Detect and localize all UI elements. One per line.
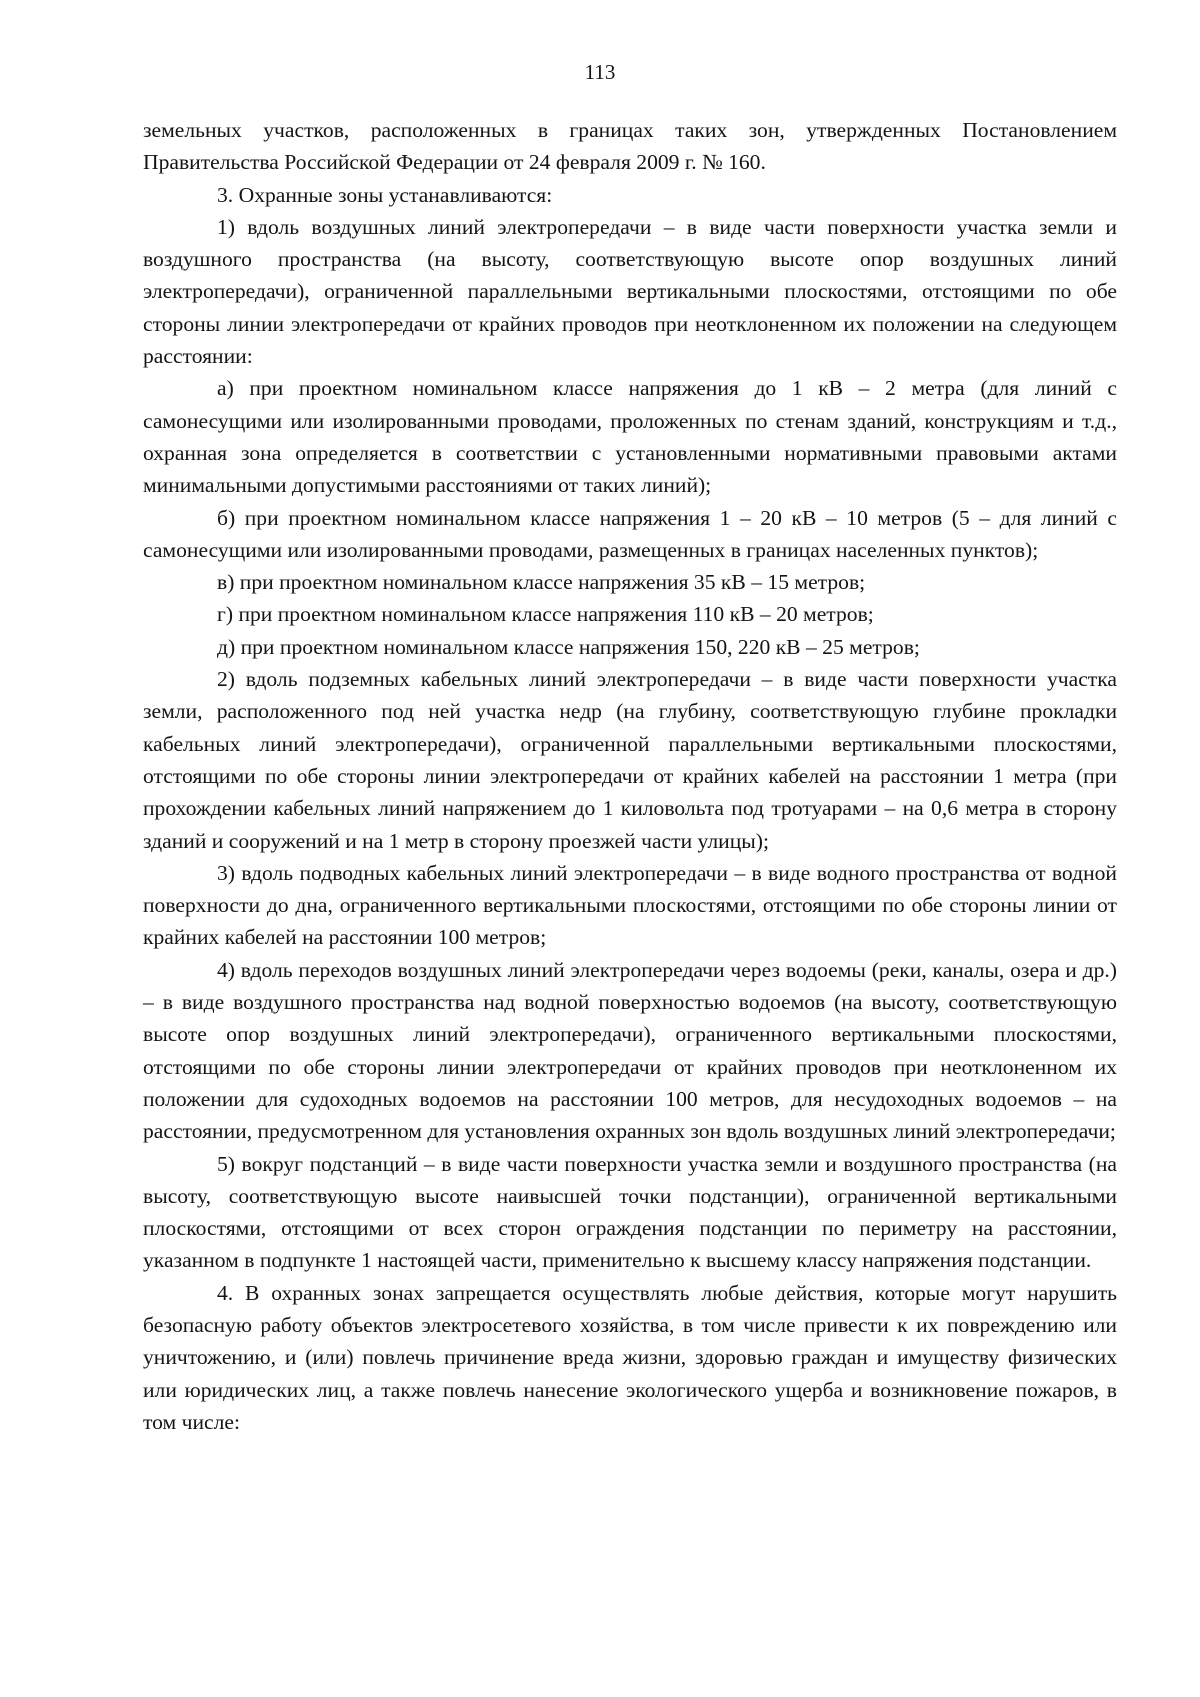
paragraph: 4) вдоль переходов воздушных линий электропередачи через водоемы (реки, каналы, озера и др.) – в виде воздушного пространства над водной поверхностью водоемов (на высоту, соответствующую высоте опор воздушных линий электропередачи), ограниченного вертикальными плоскостями, отстоящими по обе стороны линии электропередачи от крайних проводов при неотклоненном их положении для судоходных водоемов на расстоянии 100 метров, для несудоходных водоемов – на расстоянии, предусмотренном для установления охранных зон вдоль воздушных линий электропередачи;: [143, 957, 1117, 1144]
paragraph: 2) вдоль подземных кабельных линий электропередачи – в виде части поверхности участка земли, расположенного под ней участка недр (на глубину, соответствующую глубине прокладки кабельных линий электропередачи), ограниченной параллельными вертикальными плоскостями, отстоящими по обе стороны линии электропередачи от крайних кабелей на расстоянии 1 метра (при прохождении кабельных линий напряжением до 1 киловольта под тротуарами – на 0,6 метра в сторону зданий и сооружений и на 1 метр в сторону проезжей части улицы);: [143, 667, 1117, 853]
paragraph: 3. Охранные зоны устанавливаются:: [217, 182, 553, 207]
paragraph: г) при проектном номинальном классе напряжения 110 кВ – 20 метров;: [217, 602, 874, 627]
paragraph: б) при проектном номинальном классе напряжения 1 – 20 кВ – 10 метров (5 – для линий с самонесущими или изолированными проводами, размещенных в границах населенных пунктов);: [143, 505, 1117, 562]
page-number: 113: [584, 60, 616, 84]
paragraph: а) при проектном номинальном классе напряжения до 1 кВ – 2 метра (для линий с самонесущими или изолированными проводами, проложенных по стенам зданий, конструкциям и т.д., охранная зона определяется в соответствии с установленными нормативными правовыми актами минимальными допустимыми расстояниями от таких линий);: [143, 376, 1117, 498]
paragraph: 4. В охранных зонах запрещается осуществлять любые действия, которые могут нарушить безопасную работу объектов электросетевого хозяйства, в том числе привести к их повреждению или уничтожению, и (или) повлечь причинение вреда жизни, здоровью граждан и имуществу физических или юридических лиц, а также повлечь нанесение экологического ущерба и возникновение пожаров, в том числе:: [143, 1280, 1117, 1434]
paragraph: в) при проектном номинальном классе напряжения 35 кВ – 15 метров;: [217, 570, 866, 595]
document-body: [143, 114, 1117, 1438]
paragraph: 5) вокруг подстанций – в виде части поверхности участка земли и воздушного пространства (на высоту, соответствующую высоте наивысшей точки подстанции), ограниченной вертикальными плоскостями, отстоящими от всех сторон ограждения подстанции по периметру на расстоянии, указанном в подпункте 1 настоящей части, применительно к высшему классу напряжения подстанции.: [143, 1151, 1117, 1273]
paragraph: 3) вдоль подводных кабельных линий электропередачи – в виде водного пространства от водной поверхности до дна, ограниченного вертикальными плоскостями, отстоящими по обе стороны линии от крайних кабелей на расстоянии 100 метров;: [143, 860, 1117, 950]
paragraph: д) при проектном номинальном классе напряжения 150, 220 кВ – 25 метров;: [217, 634, 920, 659]
paragraph: 1) вдоль воздушных линий электропередачи – в виде части поверхности участка земли и воздушного пространства (на высоту, соответствующую высоте опор воздушных линий электропередачи), ограниченной параллельными вертикальными плоскостями, отстоящими по обе стороны линии электропередачи от крайних проводов при неотклоненном их положении на следующем расстоянии:: [143, 214, 1117, 369]
paragraph: земельных участков, расположенных в границах таких зон, утвержденных Постановлением Правительства Российской Федерации от 24 февраля 2009 г. № 160.: [143, 118, 1117, 175]
